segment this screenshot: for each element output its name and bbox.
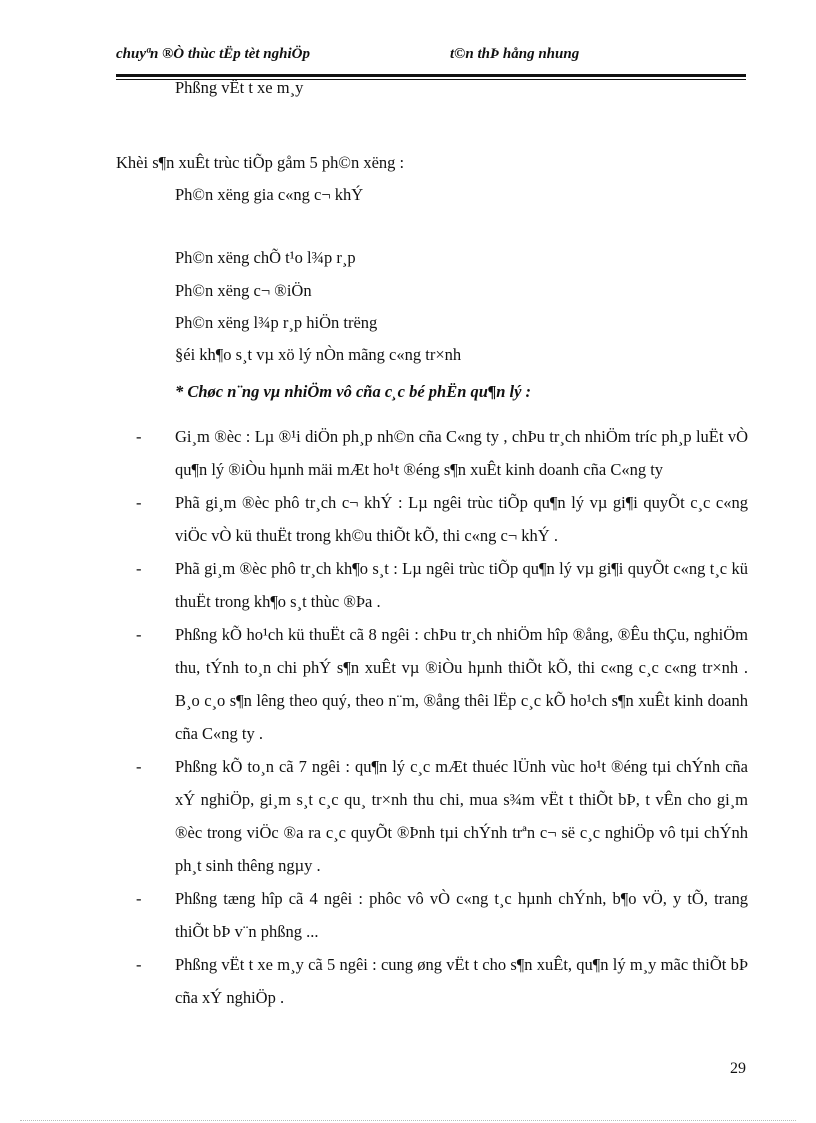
list-item: [128, 948, 748, 1014]
list-item: [128, 486, 748, 552]
list-item-text: Phã gi¸m ®èc phô tr¸ch c¬ khÝ : Lµ ngêi trùc tiÕp qu¶n lý vµ gi¶i quyÕt c¸c c«ng viÖc vÒ kü thuËt trong kh©u thiÕt kÕ, thi c«ng c¬ khÝ .: [175, 493, 748, 545]
bullet-dash: -: [136, 757, 142, 776]
bullet-dash: -: [136, 493, 142, 512]
bullet-dash: -: [136, 955, 142, 974]
intro-line: Khèi s¶n xuÊt trùc tiÕp gåm 5 ph©n xëng :: [116, 153, 405, 172]
workshop-line: Ph©n xëng chÕ t¹o l¾p r¸p: [175, 248, 356, 267]
workshop-line: Ph©n xëng c¬ ®iÖn: [175, 281, 312, 300]
header-right-text: t©n thÞ hång nhung: [450, 46, 580, 62]
workshop-line: Ph©n xëng gia c«ng c¬ khÝ: [175, 185, 364, 204]
list-item: [128, 420, 748, 486]
survey-team-line: §éi kh¶o s¸t vµ xö lý nÒn mãng c«ng tr×nh: [175, 345, 462, 364]
workshop-line: Ph©n xëng l¾p r¸p hiÖn trëng: [175, 313, 378, 332]
bullet-dash: -: [136, 427, 142, 446]
list-item-text: Phßng kÕ ho¹ch kü thuËt cã 8 ngêi : chÞu tr¸ch nhiÖm hîp ®ång, ®Êu thÇu, nghiÖm thu, tÝnh to¸n chi phÝ s¶n xuÊt vµ ®iÒu hµnh thiÕt kÕ, thi c«ng c¸c c«ng tr×nh . B¸o c¸o s¶n lêng theo quý, theo n¨m, ®ång thêi lËp c¸c kÕ ho¹ch s¶n xuÊt kinh doanh cña C«ng ty .: [175, 625, 748, 743]
list-item-text: Phßng tæng hîp cã 4 ngêi : phôc vô vÒ c«ng t¸c hµnh chÝnh, b¶o vÖ, y tÕ, trang thiÕt bÞ v¨n phßng ...: [175, 889, 748, 941]
bullet-dash: -: [136, 625, 142, 644]
header-left-text: chuyªn ®Ò thùc tËp tèt nghiÖp: [116, 46, 310, 62]
bullet-dash: -: [136, 559, 142, 578]
list-item-text: Gi¸m ®èc : Lµ ®¹i diÖn ph¸p nh©n cña C«ng ty , chÞu tr¸ch nhiÖm tríc ph¸p luËt vÒ qu¶n lý ®iÒu hµnh mäi mÆt ho¹t ®éng s¶n xuÊt kinh doanh cña C«ng ty: [175, 427, 748, 479]
page-bottom-border: [20, 1120, 796, 1121]
list-item-text: Phßng kÕ to¸n cã 7 ngêi : qu¶n lý c¸c mÆt thuéc lÜnh vùc ho¹t ®éng tµi chÝnh cña xÝ nghiÖp, gi¸m s¸t c¸c qu¸ tr×nh thu chi, mua s¾m vËt t thiÕt bÞ, t vÊn cho gi¸m ®èc trong viÖc ®a ra c¸c quyÕt ®Þnh tµi chÝnh trªn c¬ së c¸c nghiÖp vô tµi chÝnh ph¸t sinh thêng ngµy .: [175, 757, 748, 875]
top-line: Phßng vËt t xe m¸y: [175, 78, 304, 97]
list-item: [128, 618, 748, 750]
bullet-dash: -: [136, 889, 142, 908]
department-list: [128, 420, 748, 1014]
page-number: 29: [730, 1060, 746, 1077]
list-item: [128, 750, 748, 882]
page-header: [116, 46, 746, 66]
section-heading: * Chøc n¨ng vµ nhiÖm vô cña c¸c bé phËn qu¶n lý :: [175, 382, 532, 401]
list-item: [128, 552, 748, 618]
list-item: [128, 882, 748, 948]
list-item-text: Phßng vËt t xe m¸y cã 5 ngêi : cung øng vËt t cho s¶n xuÊt, qu¶n lý m¸y mãc thiÕt bÞ cña xÝ nghiÖp .: [175, 955, 748, 1007]
list-item-text: Phã gi¸m ®èc phô tr¸ch kh¶o s¸t : Lµ ngêi trùc tiÕp qu¶n lý vµ gi¶i quyÕt c«ng t¸c kü thuËt trong kh¶o s¸t thùc ®Þa .: [175, 559, 748, 611]
header-rule-thick: [116, 74, 746, 77]
